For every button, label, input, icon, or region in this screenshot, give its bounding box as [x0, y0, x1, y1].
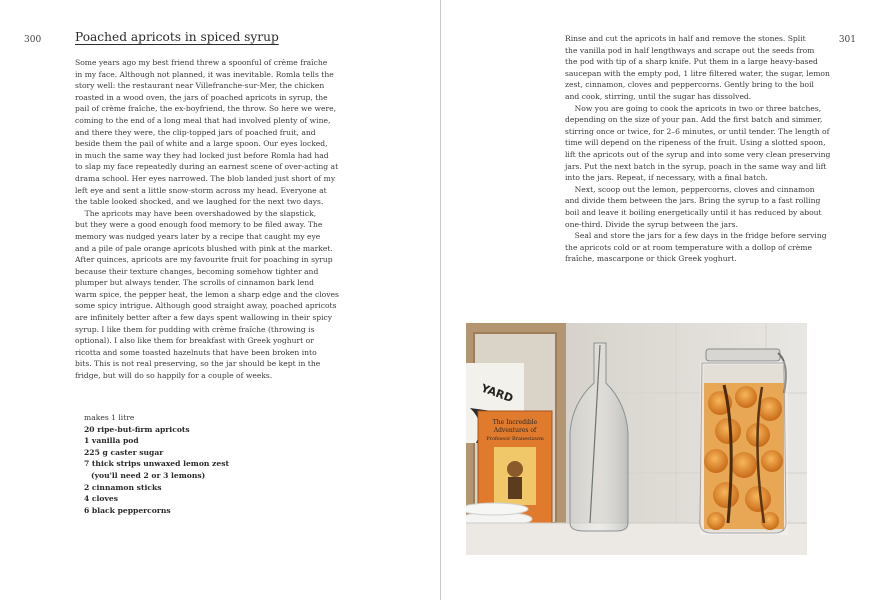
book-title-line: Professor Branestawm: [486, 436, 544, 442]
yield-text: makes 1 litre: [84, 413, 135, 422]
method-line: the vanilla pod in half lengthways and scrape out the seeds from: [565, 45, 815, 55]
page-number-right: 301: [838, 35, 856, 45]
intro-line: warm spice, the pepper heat, the lemon a sharp edge and the cloves: [75, 289, 339, 299]
ingredient-item: 225 g caster sugar: [84, 447, 164, 457]
page-number-left: 300: [24, 35, 42, 45]
apricot-jar-photo: [466, 323, 807, 555]
intro-line: and there they were, the clip-topped jars of poached fruit, and: [75, 127, 316, 137]
intro-line: are infinitely better after a few days spent wallowing in their spicy: [75, 313, 333, 323]
method-line: jars. Put the next batch in the syrup, poach in the same way and lift: [565, 161, 827, 171]
ingredients-list: [84, 412, 284, 516]
intro-line: coming to the end of a long meal that had involved plenty of wine,: [75, 115, 331, 125]
intro-line: in my face. Although not planned, it was inevitable. Romla tells the: [75, 69, 334, 79]
intro-line: but they were a good enough food memory to be filed away. The: [75, 220, 323, 230]
intro-text: [75, 57, 339, 382]
intro-line: Some years ago my best friend threw a spoonful of crème fraîche: [75, 58, 328, 67]
method-text: [565, 33, 831, 265]
intro-line: fridge, but will do so happily for a couple of weeks.: [75, 371, 273, 381]
intro-line: and a pile of pale orange apricots blushed with pink at the market.: [75, 243, 333, 253]
method-line: boil and leave it boiling energetically until it has reduced by about: [565, 207, 822, 217]
method-line: into the jars. Repeat, if necessary, with a final batch.: [565, 173, 768, 183]
method-line: lift the apricots out of the syrup and into some very clean preserving: [565, 149, 831, 159]
ingredient-note: (you'll need 2 or 3 lemons): [91, 470, 206, 480]
ingredient-item: 2 cinnamon sticks: [84, 482, 162, 492]
intro-line: The apricots may have been overshadowed by the slapstick,: [75, 208, 317, 218]
method-line: time will depend on the ripeness of the fruit. Using a slotted spoon,: [565, 138, 826, 148]
intro-line: to slap my face repeatedly during an earnest scene of over-acting at: [75, 162, 339, 172]
ingredient-item: 1 vanilla pod: [84, 436, 139, 446]
book-title-line: Adventures of: [493, 427, 537, 434]
intro-line: in much the same way they had locked just before Romla had had: [75, 150, 329, 160]
method-line: Seal and store the jars for a few days in the fridge before serving: [565, 231, 827, 241]
intro-line: memory was nudged years later by a recipe that caught my eye: [75, 231, 321, 241]
intro-line: because their texture changes, becoming somehow tighter and: [75, 266, 319, 276]
recipe-title: Poached apricots in spiced syrup: [75, 30, 279, 44]
method-line: saucepan with the empty pod, 1 litre filtered water, the sugar, lemon: [565, 68, 830, 78]
intro-line: drama school. Her eyes narrowed. The blob landed just short of my: [75, 173, 336, 183]
ingredient-item: 6 black peppercorns: [84, 505, 171, 515]
intro-line: roasted in a wood oven, the jars of poached apricots in syrup, the: [75, 92, 328, 102]
intro-line: After quinces, apricots are my favourite fruit for poaching in syrup: [75, 255, 333, 265]
method-line: and divide them between the jars. Bring the syrup to a fast rolling: [565, 196, 821, 206]
intro-line: syrup. I like them for pudding with crème fraîche (throwing is: [75, 324, 315, 334]
method-line: stirring once or twice, for 2–6 minutes, or until tender. The length of: [565, 126, 830, 136]
method-line: zest, cinnamon, cloves and peppercorns. Gently bring to the boil: [565, 80, 814, 90]
method-line: fraîche, mascarpone or thick Greek yoghurt.: [565, 254, 737, 264]
left-page: [0, 0, 440, 600]
ingredient-item: 7 thick strips unwaxed lemon zest: [84, 459, 229, 469]
method-line: and cook, stirring, until the sugar has dissolved.: [565, 91, 752, 101]
method-line: Next, scoop out the lemon, peppercorns, cloves and cinnamon: [565, 184, 815, 194]
method-line: Now you are going to cook the apricots in two or three batches,: [565, 103, 822, 113]
intro-line: bits. This is not real preserving, so the jar should be kept in the: [75, 359, 321, 369]
method-line: depending on the size of your pan. Add the first batch and simmer,: [565, 115, 823, 125]
intro-line: plumper but always tender. The scrolls of cinnamon bark lend: [75, 278, 314, 288]
intro-line: pail of crème fraîche, the ex-boyfriend, the throw. So here we were,: [75, 104, 336, 114]
intro-line: optional). I also like them for breakfast with Greek yoghurt or: [75, 336, 314, 346]
intro-line: ricotta and some toasted hazelnuts that have been broken into: [75, 347, 317, 357]
intro-line: left eye and sent a little snow-storm across my head. Everyone at: [75, 185, 327, 195]
intro-line: some spicy intrigue. Although good straight away, poached apricots: [75, 301, 337, 311]
method-line: the pod with tip of a sharp knife. Put them in a large heavy-based: [565, 57, 818, 67]
book-title-line: The Incredible: [492, 419, 538, 426]
method-line: one-third. Divide the syrup between the jars.: [565, 219, 738, 229]
poster-text: YARD: [479, 381, 515, 406]
method-line: Rinse and cut the apricots in half and remove the stones. Split: [565, 34, 806, 43]
ingredient-item: 20 ripe-but-firm apricots: [84, 424, 190, 434]
ingredient-item: 4 cloves: [84, 494, 119, 504]
intro-line: beside them the pail of white and a large spoon. Our eyes locked,: [75, 139, 328, 149]
intro-line: story well: the restaurant near Villefranche-sur-Mer, the chicken: [75, 81, 325, 91]
intro-line: the table looked shocked, and we laughed for the next two days.: [75, 197, 324, 207]
method-line: the apricots cold or at room temperature with a dollop of crème: [565, 242, 812, 252]
